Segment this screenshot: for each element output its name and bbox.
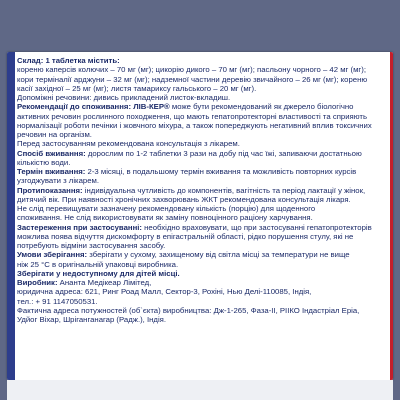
- warning-line: можлива поява відчуття дискомфорту в епігастральній області, рідко порушення стулу, які не: [17, 231, 354, 241]
- recommendation-line: речовин на організм.: [17, 130, 92, 139]
- usage-line: кількістю води.: [17, 157, 71, 167]
- recommendation-heading: Рекомендації до споживання:: [17, 102, 132, 112]
- term-first-line: [17, 167, 387, 176]
- storage-line: ніж 25 °С в оригінальній упаковці виробника.: [17, 259, 179, 269]
- warning-line: потребують відміни застосування засобу.: [17, 241, 166, 250]
- storage-heading: Умови зберігання:: [17, 250, 88, 260]
- term-line: узгоджувати з лікарем.: [17, 176, 100, 186]
- manufacturer-first-line: [17, 278, 387, 287]
- contra-line: Не слід перевищувати зазначену рекомендовану кількість (порцію) для щоденного: [17, 204, 316, 213]
- storage-first-line: [17, 250, 387, 259]
- contra-text: індивідуальна чутливість до компонентів, вагітність та період лактації у жінок,: [82, 185, 366, 195]
- composition-line: касії західної – 25 мг (мг); листя тамариксу гальського – 20 мг (мг).: [17, 83, 257, 93]
- usage-heading: Спосіб вживання:: [17, 148, 86, 158]
- contra-line: споживання. Не слід використовувати як заміну повноцінного раціону харчування.: [17, 213, 313, 223]
- manufacturer-name: Ананта Медікеар Лімітед,: [57, 278, 152, 287]
- manufacturer-line: юридична адреса: 621, Ринг Роад Малл, Сектор-3, Рохіні, Нью Делі-110085, Індія,: [17, 287, 312, 297]
- warning-first-line: [17, 223, 387, 232]
- storage-children: Зберігати у недоступному для дітей місці.: [17, 268, 180, 278]
- warning-text: необхідно враховувати, що при застосуванні гепатопротекторів: [141, 222, 372, 232]
- red-edge: [390, 52, 393, 380]
- contra-heading: Протипоказання:: [17, 185, 83, 195]
- contra-line: дитячий вік. При наявності хронічних захворювань ЖКТ рекомендована консультація лікаря.: [17, 194, 351, 204]
- term-text: 2-3 місяці, в подальшому термін вживання та можливість повторних курсів: [85, 167, 357, 176]
- recommendation-text: може бути рекомендований як джерело біологічно: [169, 102, 354, 112]
- recommendation-line: Перед застосуванням рекомендована консультація з лікарем.: [17, 139, 240, 149]
- term-heading: Термін вживання:: [17, 167, 86, 176]
- manufacturer-heading: Виробник:: [17, 278, 58, 287]
- usage-text: дорослим по 1-2 таблетки 3 рази на добу під час їжі, запиваючи достатньою: [85, 148, 362, 158]
- composition-heading: Склад: 1 таблетка містить:: [17, 56, 120, 65]
- manufacturer-line: Фактична адреса потужностей (об`єкта) виробництва: Дж-1-265, Фаза-ІІ, РІІКО Індастріал Еріа,: [17, 305, 360, 315]
- recommendation-line: активних речовин рослинного походження, що мають гепатопротекторні властивості та сприяють: [17, 111, 367, 121]
- label-text: [17, 56, 387, 324]
- composition-line: кореню каперсів колючих – 70 мг (мг); цикорію дикого – 70 мг (мг); пасльону чорного – 42 мг (мг);: [17, 65, 366, 75]
- recommendation-line: нормалізації роботи печінки і жовчного міхура, а також попереджують негативний вплив токсичних: [17, 120, 372, 130]
- manufacturer-line: Удйог Віхар, Шріганганагар (Радж.), Індія.: [17, 315, 167, 324]
- recommendation-first-line: [17, 102, 387, 111]
- brand-name: ЛІВ-КЕР®: [133, 102, 170, 112]
- warning-heading: Застереження при застосуванні:: [17, 222, 142, 232]
- composition-line: кори терміналії арджуни – 32 мг (мг); надземної частини деревію звичайного – 26 мг (мг); кореню: [17, 74, 368, 84]
- label-panel: [7, 52, 393, 380]
- manufacturer-line: тел.: + 91 1147050531.: [17, 296, 98, 306]
- blue-stripe: [7, 52, 15, 380]
- contra-first-line: [17, 186, 387, 195]
- usage-first-line: [17, 149, 387, 158]
- storage-text: зберігати у сухому, захищеному від світла місці за температури не вище: [87, 250, 350, 260]
- package-bottom-edge: [7, 380, 393, 400]
- aux-substances: Допоміжні речовини: дивись прикладений листок-вкладиш.: [17, 93, 231, 102]
